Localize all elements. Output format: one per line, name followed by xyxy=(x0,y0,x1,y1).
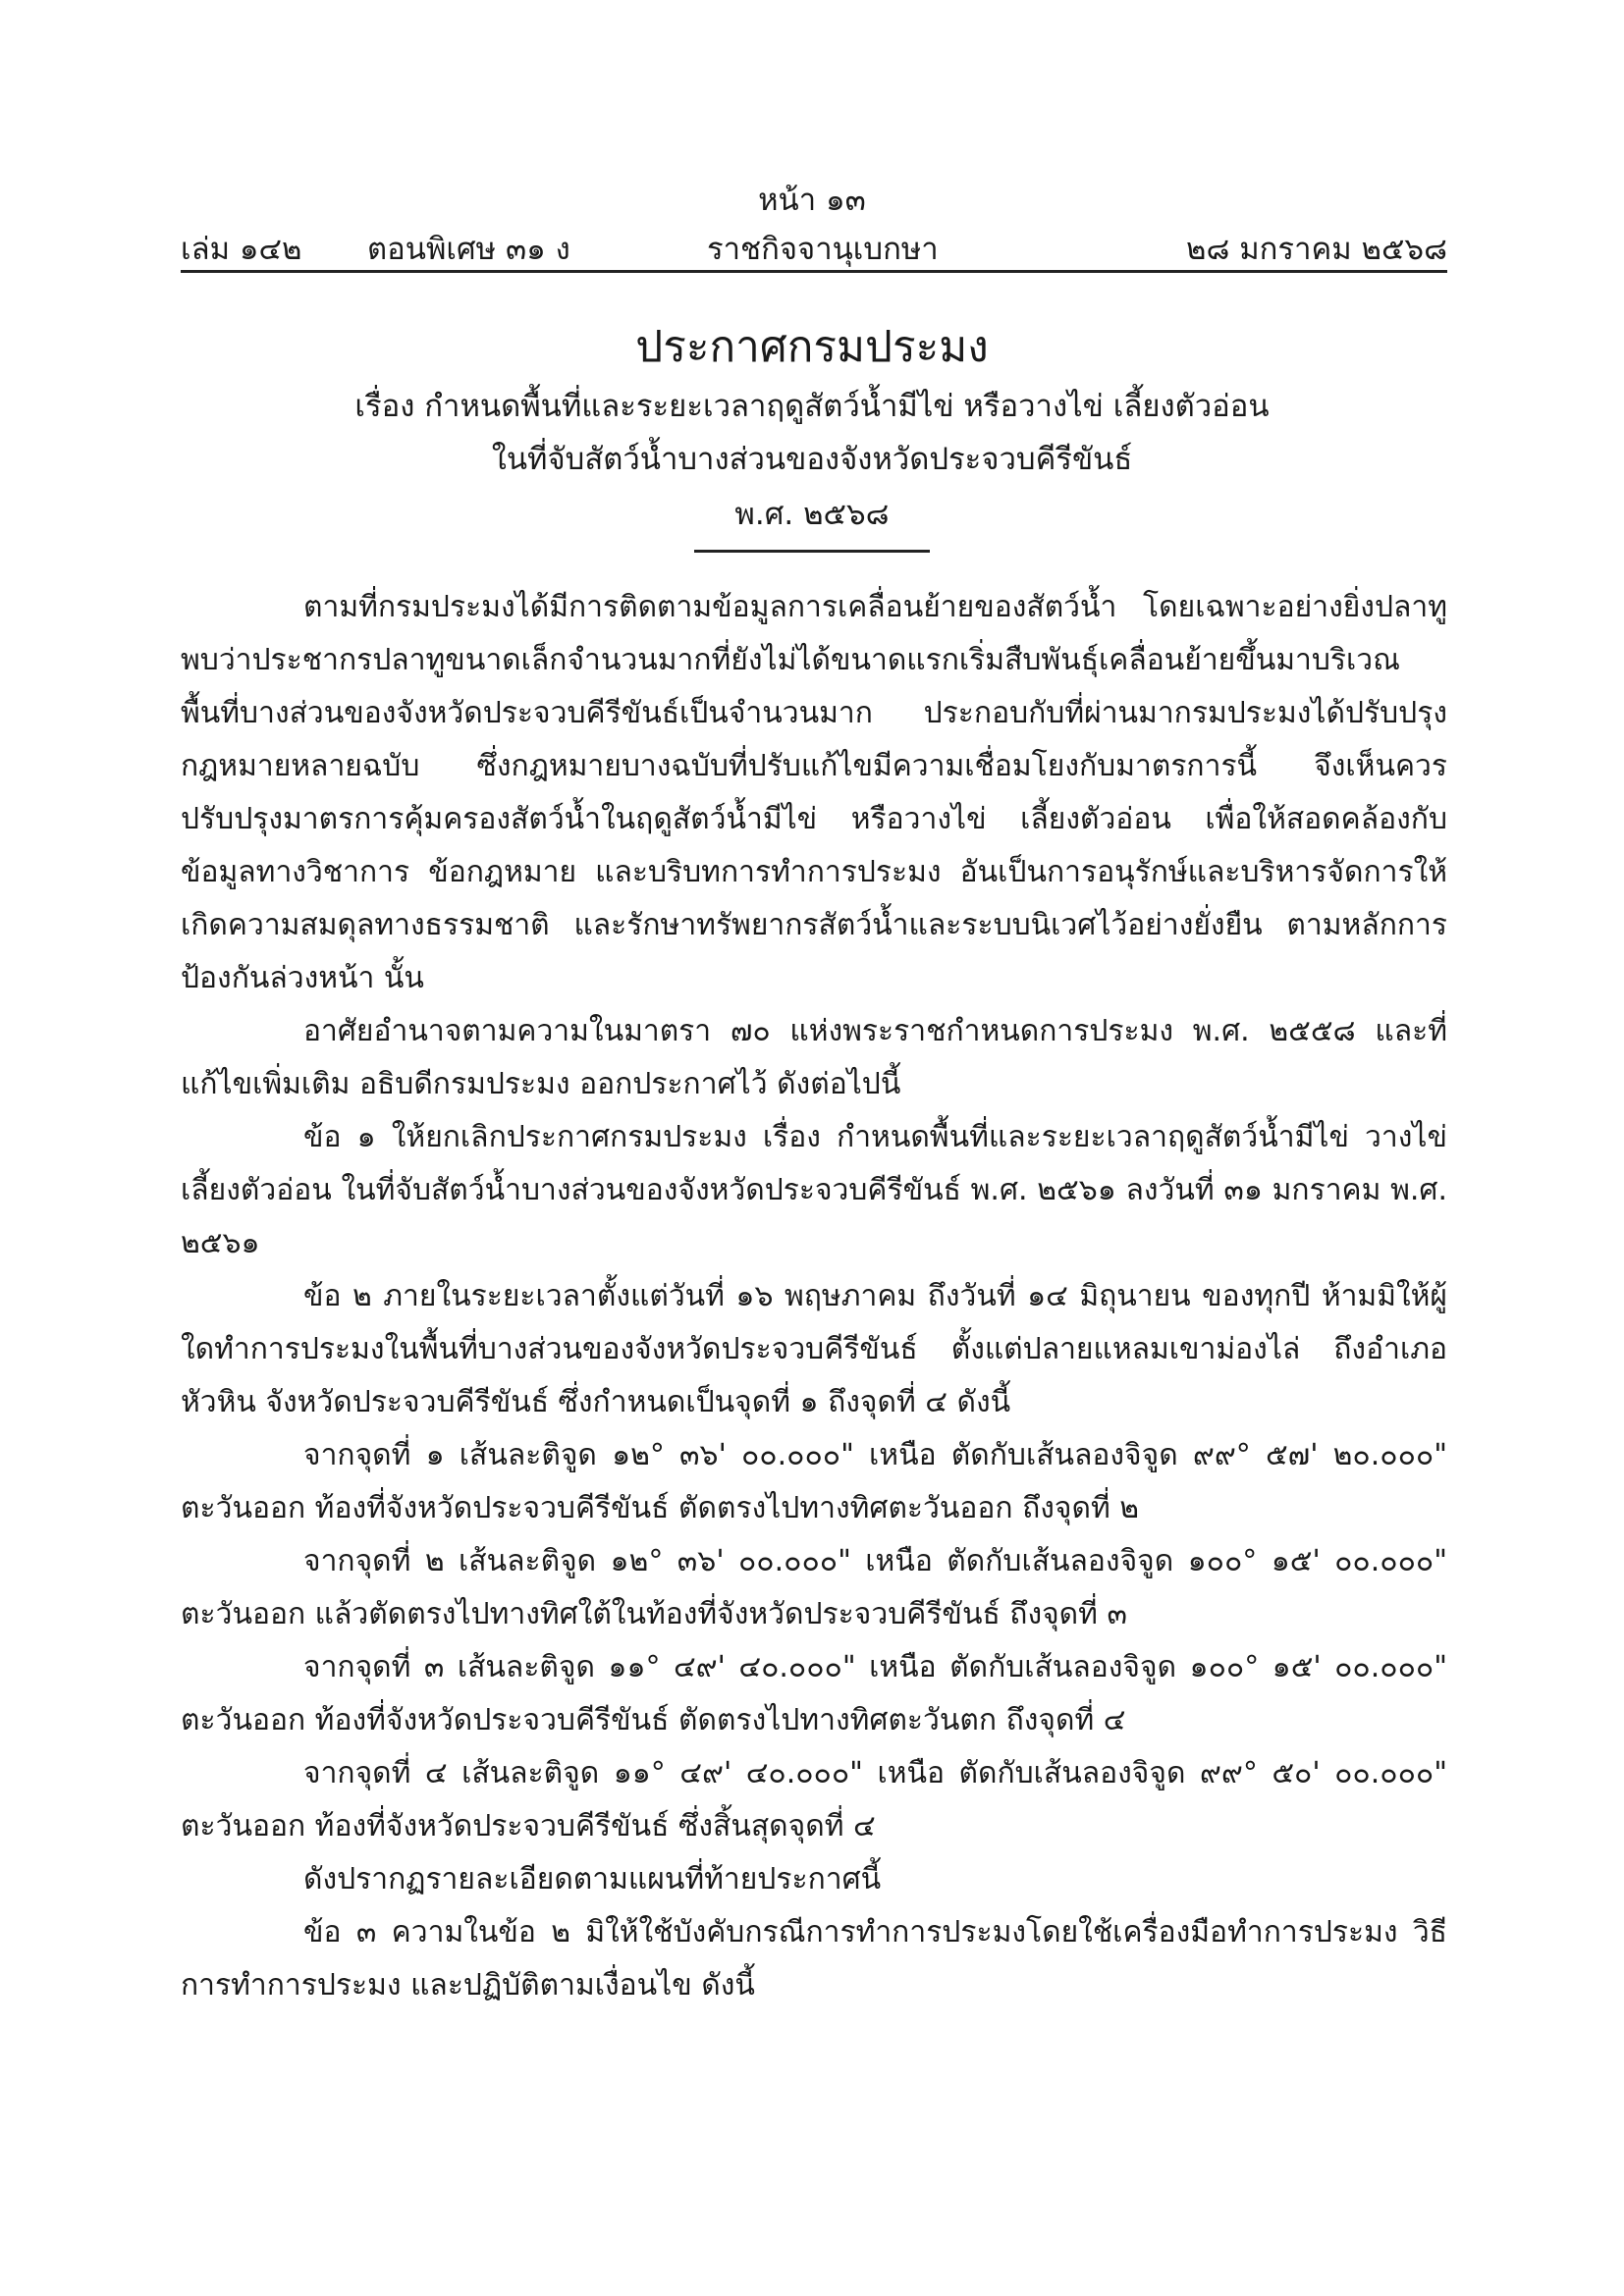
paragraph-authority: อาศัยอำนาจตามความในมาตรา ๗๐ แห่งพระราชกำหนดการประมง พ.ศ. ๒๕๕๘ และที่แก้ไขเพิ่มเติม อธิบดีกรมประมง ออกประกาศไว้ ดังต่อไปนี้ xyxy=(181,1014,1447,1101)
paragraph-point-4: จากจุดที่ ๔ เส้นละติจูด ๑๑° ๔๙' ๔๐.๐๐๐" เหนือ ตัดกับเส้นลองจิจูด ๙๙° ๕๐' ๐๐.๐๐๐" ตะวันออก ท้องที่จังหวัดประจวบคีรีขันธ์ ซึ่งสิ้นสุดจุดที่ ๔ xyxy=(181,1756,1447,1843)
header-divider xyxy=(181,270,1447,273)
announcement-subject-line-1: เรื่อง กำหนดพื้นที่และระยะเวลาฤดูสัตว์น้ำมีไข่ หรือวางไข่ เลี้ยงตัวอ่อน xyxy=(354,389,1270,424)
announcement-body xyxy=(181,581,1447,2012)
paragraph-point-2: จากจุดที่ ๒ เส้นละติจูด ๑๒° ๓๖' ๐๐.๐๐๐" เหนือ ตัดกับเส้นลองจิจูด ๑๐๐° ๑๕' ๐๐.๐๐๐" ตะวันออก แล้วตัดตรงไปทางทิศใต้ในท้องที่จังหวัดประจวบคีรีขันธ์ ถึงจุดที่ ๓ xyxy=(181,1544,1447,1631)
publication-date: ๒๘ มกราคม ๒๕๖๘ xyxy=(1186,232,1447,267)
announcement-year: พ.ศ. ๒๕๖๘ xyxy=(734,497,890,532)
gazette-header xyxy=(181,224,1447,267)
paragraph-clause-1: ข้อ ๑ ให้ยกเลิกประกาศกรมประมง เรื่อง กำหนดพื้นที่และระยะเวลาฤดูสัตว์น้ำมีไข่ วางไข่ เลี้ยงตัวอ่อน ในที่จับสัตว์น้ำบางส่วนของจังหวัดประจวบคีรีขันธ์ พ.ศ. ๒๕๖๑ ลงวันที่ ๓๑ มกราคม พ.ศ. ๒๕๖๑ xyxy=(181,1120,1447,1260)
announcement-title: ประกาศกรมประมง xyxy=(635,322,989,372)
paragraph-clause-3: ข้อ ๓ ความในข้อ ๒ มิให้ใช้บังคับกรณีการทำการประมงโดยใช้เครื่องมือทำการประมง วิธีการทำการประมง และปฏิบัติตามเงื่อนไข ดังนี้ xyxy=(181,1915,1447,2002)
title-divider xyxy=(694,550,930,553)
paragraph-map-reference: ดังปรากฏรายละเอียดตามแผนที่ท้ายประกาศนี้ xyxy=(303,1862,882,1896)
announcement-subject-line-2: ในที่จับสัตว์น้ำบางส่วนของจังหวัดประจวบคีรีขันธ์ xyxy=(491,442,1133,477)
issue-number: ตอนพิเศษ ๓๑ ง xyxy=(367,232,570,267)
paragraph-point-1: จากจุดที่ ๑ เส้นละติจูด ๑๒° ๓๖' ๐๐.๐๐๐" เหนือ ตัดกับเส้นลองจิจูด ๙๙° ๕๗' ๒๐.๐๐๐" ตะวันออก ท้องที่จังหวัดประจวบคีรีขันธ์ ตัดตรงไปทางทิศตะวันออก ถึงจุดที่ ๒ xyxy=(181,1438,1447,1525)
journal-name: ราชกิจจานุเบกษา xyxy=(707,232,939,267)
volume-number: เล่ม ๑๔๒ xyxy=(181,232,302,267)
page-number: หน้า ๑๓ xyxy=(758,183,866,218)
paragraph-point-3: จากจุดที่ ๓ เส้นละติจูด ๑๑° ๔๙' ๔๐.๐๐๐" เหนือ ตัดกับเส้นลองจิจูด ๑๐๐° ๑๕' ๐๐.๐๐๐" ตะวันออก ท้องที่จังหวัดประจวบคีรีขันธ์ ตัดตรงไปทางทิศตะวันตก ถึงจุดที่ ๔ xyxy=(181,1650,1447,1737)
paragraph-clause-2: ข้อ ๒ ภายในระยะเวลาตั้งแต่วันที่ ๑๖ พฤษภาคม ถึงวันที่ ๑๔ มิถุนายน ของทุกปี ห้ามมิให้ผู้ใดทำการประมงในพื้นที่บางส่วนของจังหวัดประจวบคีรีขันธ์ ตั้งแต่ปลายแหลมเขาม่องไล่ ถึงอำเภอหัวหิน จังหวัดประจวบคีรีขันธ์ ซึ่งกำหนดเป็นจุดที่ ๑ ถึงจุดที่ ๔ ดังนี้ xyxy=(181,1279,1447,1419)
paragraph-preamble: ตามที่กรมประมงได้มีการติดตามข้อมูลการเคลื่อนย้ายของสัตว์น้ำ โดยเฉพาะอย่างยิ่งปลาทู พบว่าประชากรปลาทูขนาดเล็กจำนวนมากที่ยังไม่ได้ขนาดแรกเริ่มสืบพันธุ์เคลื่อนย้ายขึ้นมาบริเวณพื้นที่บางส่วนของจังหวัดประจวบคีรีขันธ์เป็นจำนวนมาก ประกอบกับที่ผ่านมากรมประมงได้ปรับปรุงกฎหมายหลายฉบับ ซึ่งกฎหมายบางฉบับที่ปรับแก้ไขมีความเชื่อมโยงกับมาตรการนี้ จึงเห็นควรปรับปรุงมาตรการคุ้มครองสัตว์น้ำในฤดูสัตว์น้ำมีไข่ หรือวางไข่ เลี้ยงตัวอ่อน เพื่อให้สอดคล้องกับข้อมูลทางวิชาการ ข้อกฎหมาย และบริบทการทำการประมง อันเป็นการอนุรักษ์และบริหารจัดการให้เกิดความสมดุลทางธรรมชาติ และรักษาทรัพยากรสัตว์น้ำและระบบนิเวศไว้อย่างยั่งยืน ตามหลักการป้องกันล่วงหน้า นั้น xyxy=(181,590,1447,995)
